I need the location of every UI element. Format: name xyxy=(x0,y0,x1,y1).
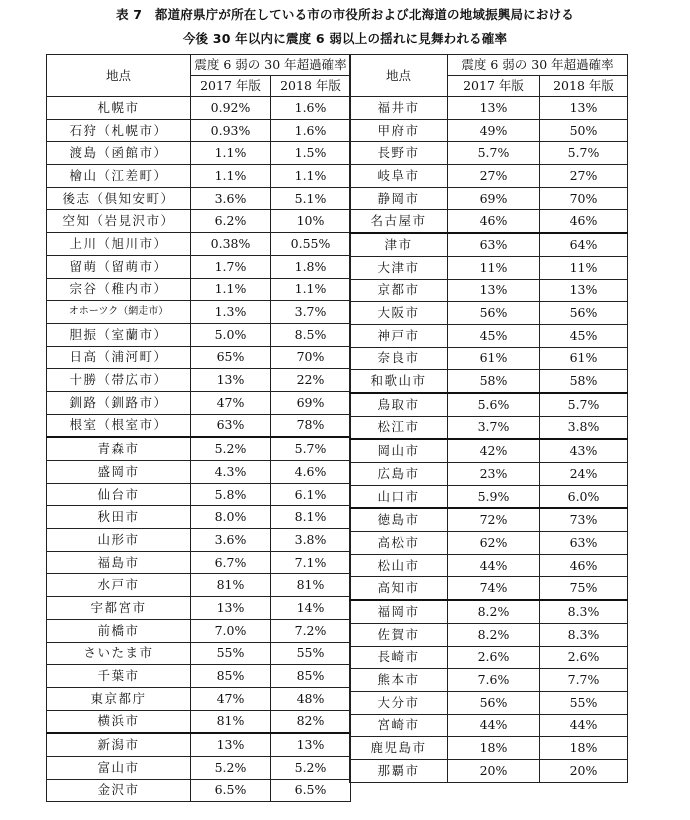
table-row xyxy=(47,756,351,779)
table-row xyxy=(47,301,351,324)
value-2018-cell: 8.1% xyxy=(271,506,351,529)
table-row xyxy=(350,737,628,760)
value-2017-cell: 11% xyxy=(448,256,540,279)
place-cell: 福島市 xyxy=(47,551,191,574)
value-2018-cell: 8.3% xyxy=(540,600,628,623)
value-2017-cell: 58% xyxy=(448,370,540,393)
value-2018-cell: 46% xyxy=(540,554,628,577)
table-row xyxy=(350,600,628,623)
value-2017-cell: 13% xyxy=(448,97,540,120)
place-cell: 宮崎市 xyxy=(350,714,448,737)
value-2017-cell: 47% xyxy=(191,687,271,710)
place-cell: 長崎市 xyxy=(350,646,448,669)
value-2017-cell: 63% xyxy=(191,414,271,437)
place-cell: 山口市 xyxy=(350,485,448,508)
place-cell: 青森市 xyxy=(47,437,191,460)
place-cell: 横浜市 xyxy=(47,710,191,733)
place-cell: オホーツク（網走市） xyxy=(47,301,191,324)
table-row xyxy=(350,554,628,577)
value-2017-cell: 5.7% xyxy=(448,142,540,165)
place-cell: 徳島市 xyxy=(350,508,448,531)
value-2017-cell: 44% xyxy=(448,714,540,737)
value-2018-cell: 55% xyxy=(540,691,628,714)
table-row xyxy=(47,733,351,756)
table-row xyxy=(47,255,351,278)
value-2017-cell: 8.2% xyxy=(448,600,540,623)
value-2018-cell: 1.5% xyxy=(271,142,351,165)
value-2018-cell: 70% xyxy=(271,346,351,369)
table-row xyxy=(47,233,351,256)
place-cell: 石狩（札幌市） xyxy=(47,119,191,142)
table-row xyxy=(350,691,628,714)
value-2017-cell: 55% xyxy=(191,642,271,665)
value-2018-cell: 2.6% xyxy=(540,646,628,669)
value-2017-cell: 5.0% xyxy=(191,323,271,346)
place-cell: 東京都庁 xyxy=(47,687,191,710)
value-2017-cell: 23% xyxy=(448,463,540,486)
value-2018-cell: 1.6% xyxy=(271,97,351,120)
value-2018-cell: 55% xyxy=(271,642,351,665)
value-2017-cell: 5.2% xyxy=(191,756,271,779)
place-cell: 大津市 xyxy=(350,256,448,279)
header-place: 地点 xyxy=(47,55,191,97)
value-2018-cell: 5.2% xyxy=(271,756,351,779)
table-row xyxy=(47,506,351,529)
value-2017-cell: 65% xyxy=(191,346,271,369)
place-cell: 神戸市 xyxy=(350,324,448,347)
table-row xyxy=(47,574,351,597)
place-cell: 宇都宮市 xyxy=(47,597,191,620)
value-2017-cell: 74% xyxy=(448,577,540,600)
table-row xyxy=(47,119,351,142)
value-2017-cell: 1.1% xyxy=(191,278,271,301)
place-cell: 留萌（留萌市） xyxy=(47,255,191,278)
value-2018-cell: 13% xyxy=(271,733,351,756)
table-row xyxy=(47,165,351,188)
value-2017-cell: 5.2% xyxy=(191,437,271,460)
value-2018-cell: 6.1% xyxy=(271,483,351,506)
table-row xyxy=(350,463,628,486)
value-2018-cell: 6.0% xyxy=(540,485,628,508)
table-row xyxy=(47,97,351,120)
value-2018-cell: 50% xyxy=(540,119,628,142)
place-cell: 静岡市 xyxy=(350,187,448,210)
place-cell: 十勝（帯広市） xyxy=(47,369,191,392)
value-2018-cell: 3.8% xyxy=(271,529,351,552)
table-row xyxy=(350,439,628,462)
place-cell: 福井市 xyxy=(350,97,448,120)
table-row xyxy=(47,278,351,301)
table-row xyxy=(350,714,628,737)
value-2018-cell: 1.1% xyxy=(271,278,351,301)
place-cell: 和歌山市 xyxy=(350,370,448,393)
value-2018-cell: 78% xyxy=(271,414,351,437)
place-cell: 名古屋市 xyxy=(350,210,448,233)
value-2017-cell: 27% xyxy=(448,165,540,188)
value-2017-cell: 45% xyxy=(448,324,540,347)
table-row xyxy=(47,642,351,665)
place-cell: 千葉市 xyxy=(47,665,191,688)
value-2018-cell: 43% xyxy=(540,439,628,462)
table-row xyxy=(47,597,351,620)
value-2018-cell: 18% xyxy=(540,737,628,760)
place-cell: 宗谷（稚内市） xyxy=(47,278,191,301)
value-2018-cell: 11% xyxy=(540,256,628,279)
value-2017-cell: 0.93% xyxy=(191,119,271,142)
value-2018-cell: 24% xyxy=(540,463,628,486)
place-cell: 長野市 xyxy=(350,142,448,165)
value-2018-cell: 64% xyxy=(540,233,628,256)
value-2017-cell: 85% xyxy=(191,665,271,688)
place-cell: 秋田市 xyxy=(47,506,191,529)
table-row xyxy=(47,210,351,233)
table-row xyxy=(47,391,351,414)
table-row xyxy=(350,669,628,692)
place-cell: 日高（浦河町） xyxy=(47,346,191,369)
value-2018-cell: 63% xyxy=(540,532,628,555)
place-cell: 松山市 xyxy=(350,554,448,577)
value-2017-cell: 44% xyxy=(448,554,540,577)
value-2017-cell: 42% xyxy=(448,439,540,462)
value-2017-cell: 72% xyxy=(448,508,540,531)
value-2017-cell: 0.92% xyxy=(191,97,271,120)
table-row xyxy=(47,142,351,165)
place-cell: 高松市 xyxy=(350,532,448,555)
value-2018-cell: 69% xyxy=(271,391,351,414)
value-2018-cell: 22% xyxy=(271,369,351,392)
value-2018-cell: 8.5% xyxy=(271,323,351,346)
table-row xyxy=(47,665,351,688)
place-cell: 大阪市 xyxy=(350,302,448,325)
value-2018-cell: 7.2% xyxy=(271,619,351,642)
value-2018-cell: 85% xyxy=(271,665,351,688)
header-2017: 2017 年版 xyxy=(191,76,271,97)
place-cell: 金沢市 xyxy=(47,779,191,802)
value-2017-cell: 7.6% xyxy=(448,669,540,692)
value-2018-cell: 0.55% xyxy=(271,233,351,256)
value-2017-cell: 13% xyxy=(448,279,540,302)
value-2017-cell: 49% xyxy=(448,119,540,142)
value-2018-cell: 5.7% xyxy=(271,437,351,460)
value-2017-cell: 3.6% xyxy=(191,529,271,552)
place-cell: 水戸市 xyxy=(47,574,191,597)
place-cell: 盛岡市 xyxy=(47,461,191,484)
place-cell: 釧路（釧路市） xyxy=(47,391,191,414)
table-row xyxy=(350,97,628,120)
place-cell: 札幌市 xyxy=(47,97,191,120)
value-2017-cell: 5.6% xyxy=(448,393,540,416)
value-2017-cell: 5.8% xyxy=(191,483,271,506)
table-row xyxy=(47,551,351,574)
value-2018-cell: 7.7% xyxy=(540,669,628,692)
place-cell: 佐賀市 xyxy=(350,623,448,646)
value-2017-cell: 3.6% xyxy=(191,187,271,210)
value-2018-cell: 13% xyxy=(540,279,628,302)
table-row xyxy=(47,437,351,460)
table-row xyxy=(350,485,628,508)
header-place: 地点 xyxy=(350,55,448,97)
place-cell: 岐阜市 xyxy=(350,165,448,188)
table-row xyxy=(47,369,351,392)
table-row xyxy=(350,508,628,531)
value-2017-cell: 56% xyxy=(448,302,540,325)
value-2018-cell: 6.5% xyxy=(271,779,351,802)
value-2018-cell: 1.8% xyxy=(271,255,351,278)
table-row xyxy=(47,619,351,642)
value-2017-cell: 81% xyxy=(191,710,271,733)
value-2017-cell: 62% xyxy=(448,532,540,555)
value-2018-cell: 81% xyxy=(271,574,351,597)
place-cell: 富山市 xyxy=(47,756,191,779)
value-2018-cell: 14% xyxy=(271,597,351,620)
value-2017-cell: 7.0% xyxy=(191,619,271,642)
value-2017-cell: 18% xyxy=(448,737,540,760)
table-row xyxy=(350,187,628,210)
value-2017-cell: 13% xyxy=(191,597,271,620)
table-row xyxy=(47,483,351,506)
table-row xyxy=(350,210,628,233)
value-2017-cell: 5.9% xyxy=(448,485,540,508)
place-cell: 那覇市 xyxy=(350,759,448,782)
table-row xyxy=(47,187,351,210)
value-2017-cell: 47% xyxy=(191,391,271,414)
value-2017-cell: 61% xyxy=(448,347,540,370)
value-2017-cell: 1.1% xyxy=(191,165,271,188)
table-title-line-2: 今後 30 年以内に震度 6 弱以上の揺れに見舞われる確率 xyxy=(182,31,508,46)
value-2018-cell: 3.8% xyxy=(540,416,628,439)
table-row xyxy=(350,165,628,188)
table-row xyxy=(350,577,628,600)
header-probability: 震度 6 弱の 30 年超過確率 xyxy=(448,55,628,76)
value-2018-cell: 10% xyxy=(271,210,351,233)
value-2017-cell: 4.3% xyxy=(191,461,271,484)
value-2018-cell: 13% xyxy=(540,97,628,120)
table-row xyxy=(350,759,628,782)
value-2017-cell: 6.2% xyxy=(191,210,271,233)
place-cell: 福岡市 xyxy=(350,600,448,623)
value-2017-cell: 69% xyxy=(448,187,540,210)
place-cell: さいたま市 xyxy=(47,642,191,665)
table-row xyxy=(47,414,351,437)
header-2018: 2018 年版 xyxy=(540,76,628,97)
table-row xyxy=(350,646,628,669)
value-2017-cell: 8.2% xyxy=(448,623,540,646)
place-cell: 京都市 xyxy=(350,279,448,302)
value-2018-cell: 75% xyxy=(540,577,628,600)
value-2017-cell: 8.0% xyxy=(191,506,271,529)
right-table xyxy=(349,54,628,783)
table-row xyxy=(350,370,628,393)
value-2018-cell: 27% xyxy=(540,165,628,188)
place-cell: 熊本市 xyxy=(350,669,448,692)
place-cell: 仙台市 xyxy=(47,483,191,506)
value-2018-cell: 1.1% xyxy=(271,165,351,188)
value-2018-cell: 82% xyxy=(271,710,351,733)
value-2018-cell: 4.6% xyxy=(271,461,351,484)
value-2018-cell: 46% xyxy=(540,210,628,233)
value-2018-cell: 20% xyxy=(540,759,628,782)
table-row xyxy=(350,233,628,256)
value-2017-cell: 56% xyxy=(448,691,540,714)
place-cell: 奈良市 xyxy=(350,347,448,370)
place-cell: 渡島（函館市） xyxy=(47,142,191,165)
place-cell: 鹿児島市 xyxy=(350,737,448,760)
value-2017-cell: 13% xyxy=(191,733,271,756)
place-cell: 上川（旭川市） xyxy=(47,233,191,256)
value-2018-cell: 44% xyxy=(540,714,628,737)
table-row xyxy=(350,623,628,646)
header-2017: 2017 年版 xyxy=(448,76,540,97)
place-cell: 胆振（室蘭市） xyxy=(47,323,191,346)
place-cell: 空知（岩見沢市） xyxy=(47,210,191,233)
value-2017-cell: 2.6% xyxy=(448,646,540,669)
table-row xyxy=(47,323,351,346)
table-row xyxy=(350,532,628,555)
value-2018-cell: 45% xyxy=(540,324,628,347)
value-2018-cell: 70% xyxy=(540,187,628,210)
table-row xyxy=(350,347,628,370)
table-row xyxy=(47,461,351,484)
place-cell: 檜山（江差町） xyxy=(47,165,191,188)
value-2018-cell: 3.7% xyxy=(271,301,351,324)
value-2017-cell: 1.3% xyxy=(191,301,271,324)
table-row xyxy=(47,779,351,802)
place-cell: 根室（根室市） xyxy=(47,414,191,437)
table-row xyxy=(47,346,351,369)
table-row xyxy=(350,142,628,165)
place-cell: 前橋市 xyxy=(47,619,191,642)
table-row xyxy=(350,279,628,302)
value-2017-cell: 81% xyxy=(191,574,271,597)
value-2018-cell: 48% xyxy=(271,687,351,710)
value-2017-cell: 1.7% xyxy=(191,255,271,278)
value-2018-cell: 56% xyxy=(540,302,628,325)
place-cell: 津市 xyxy=(350,233,448,256)
value-2018-cell: 1.6% xyxy=(271,119,351,142)
value-2018-cell: 7.1% xyxy=(271,551,351,574)
table-row xyxy=(350,416,628,439)
place-cell: 広島市 xyxy=(350,463,448,486)
place-cell: 高知市 xyxy=(350,577,448,600)
value-2017-cell: 3.7% xyxy=(448,416,540,439)
value-2017-cell: 63% xyxy=(448,233,540,256)
table-row xyxy=(350,324,628,347)
place-cell: 山形市 xyxy=(47,529,191,552)
table-row xyxy=(350,302,628,325)
table-row xyxy=(350,256,628,279)
value-2018-cell: 73% xyxy=(540,508,628,531)
table-row xyxy=(47,710,351,733)
table-row xyxy=(350,393,628,416)
place-cell: 後志（倶知安町） xyxy=(47,187,191,210)
value-2017-cell: 6.5% xyxy=(191,779,271,802)
value-2017-cell: 13% xyxy=(191,369,271,392)
value-2017-cell: 46% xyxy=(448,210,540,233)
value-2018-cell: 61% xyxy=(540,347,628,370)
table-row xyxy=(47,687,351,710)
place-cell: 甲府市 xyxy=(350,119,448,142)
value-2018-cell: 5.7% xyxy=(540,142,628,165)
header-probability: 震度 6 弱の 30 年超過確率 xyxy=(191,55,351,76)
value-2017-cell: 6.7% xyxy=(191,551,271,574)
left-table xyxy=(46,54,351,802)
value-2017-cell: 1.1% xyxy=(191,142,271,165)
value-2018-cell: 5.7% xyxy=(540,393,628,416)
place-cell: 新潟市 xyxy=(47,733,191,756)
table-title-line-1: 表 7 都道府県庁が所在している市の市役所および北海道の地域振興局における xyxy=(116,7,574,22)
value-2017-cell: 20% xyxy=(448,759,540,782)
value-2018-cell: 8.3% xyxy=(540,623,628,646)
table-row xyxy=(350,119,628,142)
value-2018-cell: 58% xyxy=(540,370,628,393)
value-2017-cell: 0.38% xyxy=(191,233,271,256)
place-cell: 大分市 xyxy=(350,691,448,714)
value-2018-cell: 5.1% xyxy=(271,187,351,210)
table-row xyxy=(47,529,351,552)
header-2018: 2018 年版 xyxy=(271,76,351,97)
place-cell: 岡山市 xyxy=(350,439,448,462)
place-cell: 鳥取市 xyxy=(350,393,448,416)
place-cell: 松江市 xyxy=(350,416,448,439)
